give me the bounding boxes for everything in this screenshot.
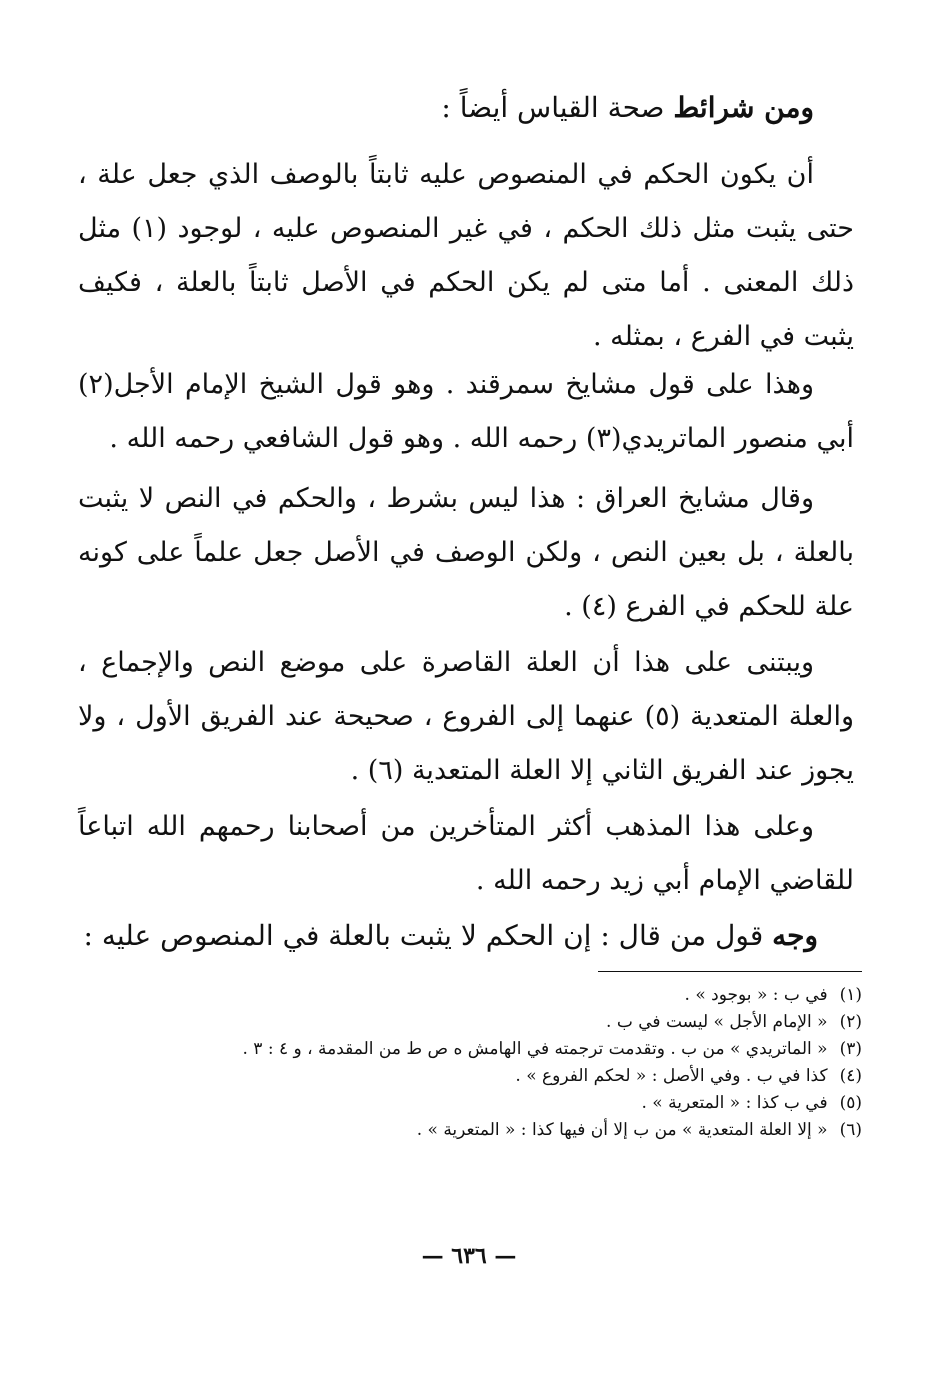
footnote <box>162 1009 862 1036</box>
paragraph-5: وعلى هذا المذهب أكثر المتأخرين من أصحابنا رحمهم الله اتباعاً للقاضي الإمام أبي زيد رحمه الله . <box>78 811 854 896</box>
section-heading-text: صحة القياس أيضاً : <box>441 91 674 124</box>
footnote <box>162 1090 862 1117</box>
page-number: — ٦٣٦ — <box>421 1243 517 1269</box>
footnote-text: « الماتريدي » من ب . وتقدمت ترجمته في الهامش ه ص ط من المقدمة ، و ٤ : ٣ . <box>242 1039 828 1059</box>
paragraph-3: وقال مشايخ العراق : هذا ليس بشرط ، والحكم في النص لا يثبت بالعلة ، بل بعين النص ، ولكن الوصف في الأصل جعل علماً على كونه علة للحكم في الفرع (٤) . <box>78 483 854 622</box>
footnote-number: (٥) <box>839 1093 862 1113</box>
footnote-number: (١) <box>839 985 862 1005</box>
footnote-text: « الإمام الأجل » ليست في ب . <box>606 1012 828 1032</box>
footnote <box>162 982 862 1009</box>
footnote-number: (٣) <box>839 1039 862 1059</box>
footnote <box>162 1063 862 1090</box>
footnote-text: في ب كذا : « المتعرية » . <box>641 1093 828 1113</box>
footnotes-list <box>162 982 862 1144</box>
paragraph-1: أن يكون الحكم في المنصوص عليه ثابتاً بالوصف الذي جعل علة ، حتى يثبت مثل ذلك الحكم ، في غير المنصوص عليه ، لوجود (١) مثل ذلك المعنى . أما متى لم يكن الحكم في الأصل ثابتاً بالعلة ، فكيف يثبت في الفرع ، بمثله . <box>78 159 854 352</box>
footnote-divider <box>598 971 862 972</box>
argument-heading-bold: وجه <box>772 919 818 952</box>
footnote <box>162 1117 862 1144</box>
footnote-number: (٤) <box>839 1066 862 1086</box>
section-heading <box>441 82 814 134</box>
footnote-number: (٦) <box>839 1120 862 1140</box>
footnote-text: « إلا العلة المتعدية » من ب إلا أن فيها كذا : « المتعرية » . <box>416 1120 828 1140</box>
paragraph-2: وهذا على قول مشايخ سمرقند . وهو قول الشيخ الإمام الأجل(٢) أبي منصور الماتريدي(٣) رحمه الله . وهو قول الشافعي رحمه الله . <box>78 369 854 454</box>
paragraph-4: ويبتنى على هذا أن العلة القاصرة على موضع النص والإجماع ، والعلة المتعدية (٥) عنهما إلى الفروع ، صحيحة عند الفريق الأول ، ولا يجوز عند الفريق الثاني إلا العلة المتعدية (٦) . <box>78 647 854 786</box>
section-heading-bold: ومن شرائط <box>673 91 814 124</box>
argument-heading-text: قول من قال : إن الحكم لا يثبت بالعلة في المنصوص عليه : <box>83 919 773 952</box>
argument-heading <box>83 910 818 962</box>
footnote-number: (٢) <box>839 1012 862 1032</box>
footnote-text: كذا في ب . وفي الأصل : « لحكم الفروع » . <box>515 1066 828 1086</box>
footnote-text: في ب : « بوجود » . <box>684 985 828 1005</box>
footnote <box>162 1036 862 1063</box>
